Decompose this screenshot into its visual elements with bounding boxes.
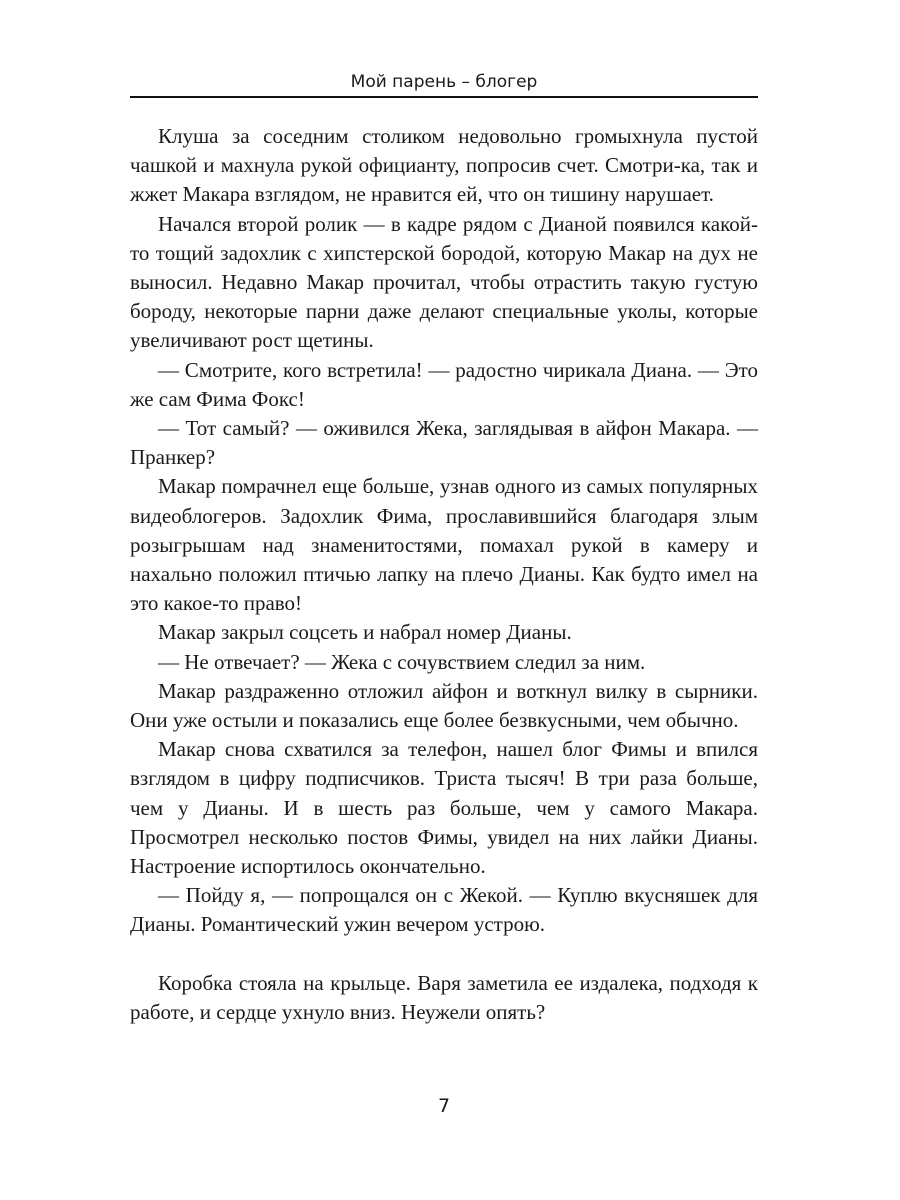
paragraph: Макар раздраженно отложил айфон и воткнул вилку в сырники. Они уже остыли и показались еще более безвкусными, чем обычно. (130, 678, 758, 733)
paragraph: Клуша за соседним столиком недовольно громыхнула пустой чашкой и махнула рукой официанту, попросив счет. Смотри-ка, так и жжет Макара взглядом, не нравится ей, что он тишину нарушает. (130, 124, 758, 207)
paragraph: — Смотрите, кого встретила! — радостно чирикала Диана. — Это же сам Фима Фокс! (130, 357, 758, 411)
body-text (130, 122, 758, 1027)
paragraph: Макар снова схватился за телефон, нашел блог Фимы и впился взглядом в цифру подписчиков. Триста тысяч! В три раза больше, чем у Дианы. И в шесть раз больше, чем у самого Макара. Просмотрел несколько постов Фимы, увидел на них лайки Дианы. Настроение испортилось окончательно. (130, 737, 758, 879)
paragraph: Начался второй ролик — в кадре рядом с Дианой появился какой-то тощий задохлик с хипстерской бородой, которую Макар на дух не выносил. Недавно Макар прочитал, чтобы отрастить такую густую бороду, некоторые парни даже делают специальные уколы, которые увеличивают рост щетины. (130, 211, 758, 353)
paragraph: Макар закрыл соцсеть и набрал номер Дианы. (158, 620, 572, 645)
paragraph: — Не отвечает? — Жека с сочувствием следил за ним. (158, 649, 646, 674)
header-rule (130, 96, 758, 98)
paragraph: — Пойду я, — попрощался он с Жекой. — Куплю вкусняшек для Дианы. Романтический ужин вечером устрою. (130, 883, 758, 937)
page-number: 7 (437, 1095, 451, 1117)
paragraph: — Тот самый? — оживился Жека, заглядывая в айфон Макара. — Пранкер? (130, 416, 758, 470)
running-title: Мой парень – блогер (350, 72, 538, 92)
paragraph: Макар помрачнел еще больше, узнав одного из самых популярных видеоблогеров. Задохлик Фима, прославившийся благодаря злым розыгрышам над знаменитостями, помахал рукой в камеру и нахально положил птичью лапку на плечо Дианы. Как будто имел на это какое-то право! (130, 474, 758, 616)
paragraph-new-section: Коробка стояла на крыльце. Варя заметила ее издалека, подходя к работе, и сердце ухнуло вниз. Неужели опять? (130, 970, 758, 1024)
